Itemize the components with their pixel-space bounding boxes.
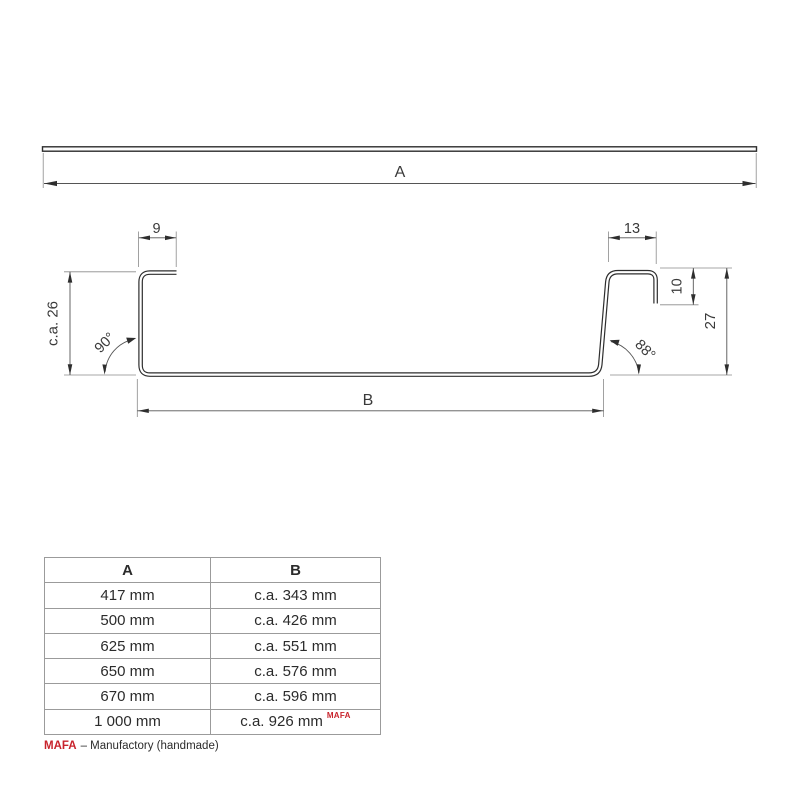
- angle-88: [610, 337, 659, 375]
- arrow-icon: [691, 294, 696, 305]
- dimension-10: [670, 268, 696, 305]
- angle-90-label: 90°: [91, 329, 119, 357]
- dim-10-label: 10: [669, 278, 686, 295]
- footnote: [44, 740, 219, 752]
- arrow-left-icon: [44, 181, 57, 186]
- arrow-icon: [102, 364, 106, 374]
- cell-b: c.a. 926 mm $^{MAFA}$: [211, 709, 381, 734]
- profile-outline: [141, 272, 659, 374]
- top-view: [43, 147, 757, 188]
- table-row: [45, 684, 381, 709]
- table-row: [45, 633, 381, 658]
- dimension-b: [137, 392, 603, 413]
- arrow-icon: [68, 364, 73, 375]
- dim-9-label: 9: [152, 221, 161, 237]
- arrow-icon: [725, 268, 730, 279]
- arrow-right-icon: [743, 181, 756, 186]
- arrow-icon: [610, 340, 620, 346]
- arrow-icon: [725, 364, 730, 375]
- table-header-row: [45, 558, 381, 583]
- arrow-icon: [68, 272, 73, 283]
- cross-section-view: [45, 221, 733, 417]
- cell-a: 1 000 mm: [45, 709, 211, 734]
- arrow-icon: [126, 338, 136, 344]
- dim-ca26-label: c.a. 26: [44, 300, 62, 347]
- cell-b: c.a. 551 mm: [211, 633, 381, 658]
- angle-88-label: 88°: [631, 336, 659, 364]
- dimension-ca26: [45, 272, 73, 375]
- flat-sheet-profile: [43, 147, 757, 151]
- table-row: [45, 583, 381, 608]
- dimension-27: [702, 268, 729, 375]
- header-b: B: [211, 558, 381, 583]
- cell-a: 417 mm: [45, 583, 211, 608]
- cell-b: c.a. 426 mm: [211, 608, 381, 633]
- angle-90: [92, 330, 136, 375]
- size-table: [44, 557, 381, 735]
- cell-a: 670 mm: [45, 684, 211, 709]
- cell-b: c.a. 576 mm: [211, 659, 381, 684]
- mafa-superscript: MAFA: [326, 711, 351, 721]
- arrow-icon: [592, 409, 603, 413]
- footnote-text: – Manufactory (handmade): [80, 740, 219, 752]
- cell-a: 625 mm: [45, 633, 211, 658]
- table-row: [45, 659, 381, 684]
- header-a: A: [45, 558, 211, 583]
- cell-a: 650 mm: [45, 659, 211, 684]
- table-row: [45, 709, 381, 734]
- dimension-13: [608, 221, 656, 240]
- dim-27-label: 27: [702, 312, 719, 330]
- arrow-icon: [691, 268, 696, 279]
- arrow-icon: [645, 236, 656, 241]
- arrow-icon: [139, 236, 150, 241]
- arrow-icon: [609, 236, 620, 241]
- table-row: [45, 608, 381, 633]
- footnote-brand: MAFA: [44, 740, 77, 752]
- dim-b-label: B: [362, 392, 374, 409]
- cell-b: c.a. 343 mm: [211, 583, 381, 608]
- cell-a: 500 mm: [45, 608, 211, 633]
- dim-a-label: A: [394, 164, 406, 181]
- arrow-icon: [138, 409, 149, 413]
- arrow-icon: [637, 364, 641, 374]
- dim-13-label: 13: [623, 221, 641, 237]
- extension-lines: [64, 232, 732, 418]
- cell-b: c.a. 596 mm: [211, 684, 381, 709]
- dimension-9: [139, 221, 177, 240]
- arrow-icon: [165, 236, 176, 241]
